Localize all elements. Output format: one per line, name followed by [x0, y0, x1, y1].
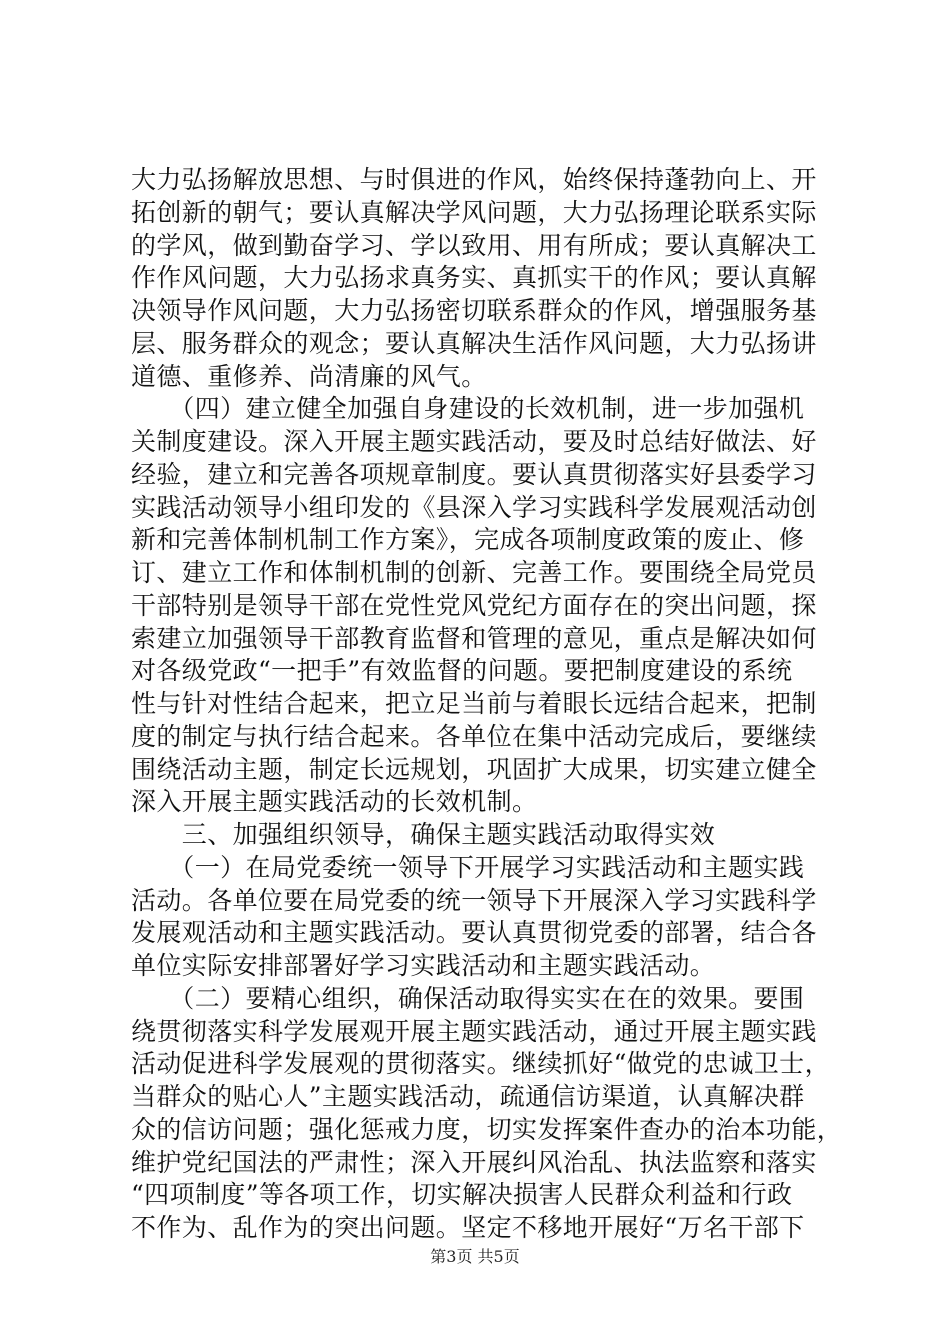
- text-line: 度的制定与执行结合起来。各单位在集中活动完成后，要继续: [131, 721, 817, 751]
- text-line: 作作风问题，大力弘扬求真务实、真抓实干的作风；要认真解: [131, 263, 817, 293]
- body-text: [131, 164, 843, 1245]
- text-line: 拓创新的朝气；要认真解决学风问题，大力弘扬理论联系实际: [131, 197, 817, 227]
- text-line: （二）要精心组织，确保活动取得实实在在的效果。要围: [131, 983, 805, 1013]
- text-line: 发展观活动和主题实践活动。要认真贯彻党委的部署，结合各: [131, 918, 817, 948]
- text-line: 索建立加强领导干部教育监督和管理的意见，重点是解决如何: [131, 623, 817, 653]
- text-line: 大力弘扬解放思想、与时俱进的作风，始终保持蓬勃向上、开: [131, 165, 817, 194]
- text-line: 三、加强组织领导，确保主题实践活动取得实效: [131, 820, 716, 849]
- text-line: 性与针对性结合起来，把立足当前与着眼长远结合起来，把制: [131, 689, 817, 718]
- text-line: 维护党纪国法的严肃性；深入开展纠风治乱、执法监察和落实: [131, 1147, 817, 1177]
- text-line: 深入开展主题实践活动的长效机制。: [131, 787, 538, 817]
- text-line: 绕贯彻落实科学发展观开展主题实践活动，通过开展主题实践: [131, 1016, 817, 1046]
- text-line: 实践活动领导小组印发的《县深入学习实践科学发展观活动创: [131, 492, 817, 522]
- text-line: 对各级党政“一把手”有效监督的问题。要把制度建设的系统: [131, 656, 793, 686]
- text-line: 单位实际安排部署好学习实践活动和主题实践活动。: [131, 951, 716, 980]
- text-line: 决领导作风问题，大力弘扬密切联系群众的作风，增强服务基: [131, 296, 817, 325]
- text-line: 新和完善体制机制工作方案》，完成各项制度政策的废止、修: [131, 525, 805, 555]
- text-line: 干部特别是领导干部在党性党风党纪方面存在的突出问题，探: [131, 590, 817, 620]
- text-line: 不作为、乱作为的突出问题。坚定不移地开展好“万名干部下: [131, 1213, 805, 1242]
- text-line: 活动促进科学发展观的贯彻落实。继续抓好“做党的忠诚卫士，: [131, 1049, 830, 1079]
- text-line: 层、服务群众的观念；要认真解决生活作风问题，大力弘扬讲: [131, 328, 817, 358]
- text-line: （四）建立健全加强自身建设的长效机制，进一步加强机: [131, 394, 805, 424]
- text-line: 活动。各单位要在局党委的统一领导下开展深入学习实践科学: [131, 885, 817, 915]
- page-footer: 第3页 共5页: [430, 1247, 520, 1266]
- text-line: 经验，建立和完善各项规章制度。要认真贯彻落实好县委学习: [131, 459, 817, 489]
- text-line: 众的信访问题；强化惩戒力度，切实发挥案件查办的治本功能，: [131, 1114, 843, 1144]
- text-line: 订、建立工作和体制机制的创新、完善工作。要围绕全局党员: [131, 558, 817, 587]
- text-line: 道德、重修养、尚清廉的风气。: [131, 361, 487, 391]
- text-line: 围绕活动主题，制定长远规划，巩固扩大成果，切实建立健全: [131, 754, 817, 784]
- text-line: （一）在局党委统一领导下开展学习实践活动和主题实践: [131, 852, 805, 882]
- text-line: 关制度建设。深入开展主题实践活动，要及时总结好做法、好: [131, 427, 817, 456]
- text-line: 当群众的贴心人”主题实践活动，疏通信访渠道，认真解决群: [131, 1082, 805, 1111]
- text-line: 的学风，做到勤奋学习、学以致用、用有所成；要认真解决工: [131, 230, 817, 260]
- text-line: “四项制度”等各项工作，切实解决损害人民群众利益和行政: [131, 1180, 793, 1210]
